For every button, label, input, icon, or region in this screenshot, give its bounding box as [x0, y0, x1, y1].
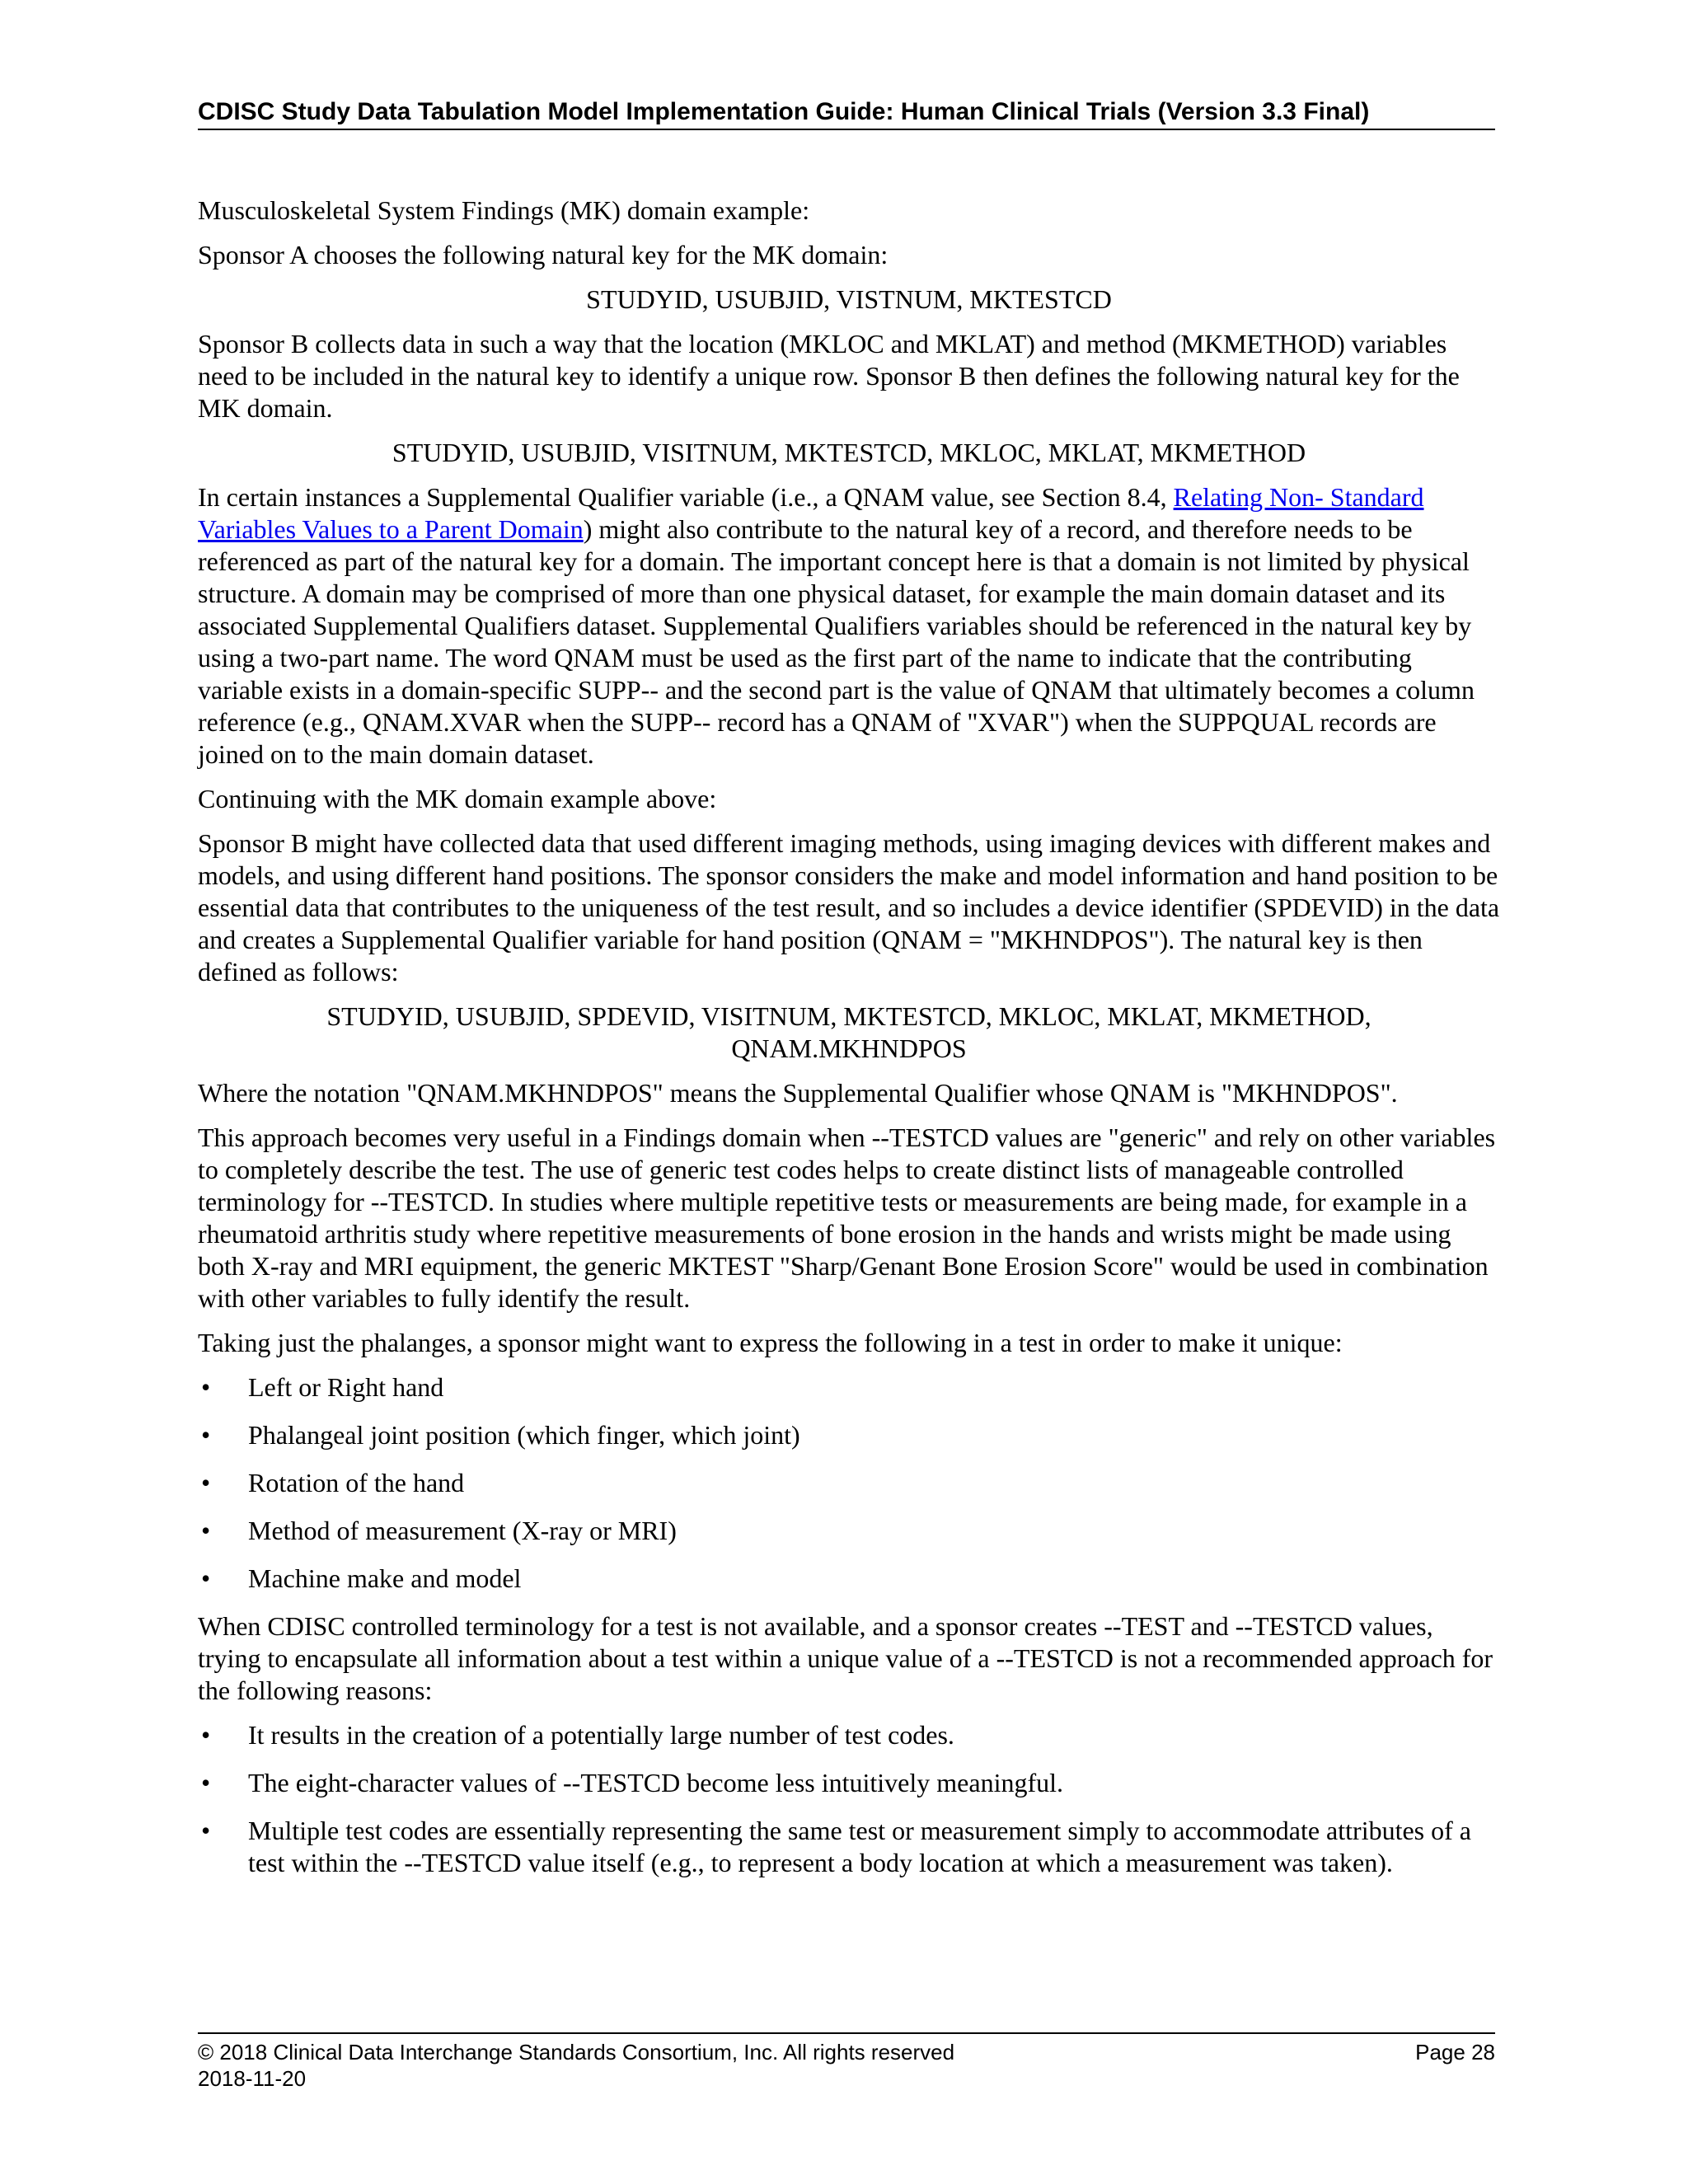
list-item-text: Method of measurement (X-ray or MRI) — [248, 1516, 677, 1545]
list-item-text: Rotation of the hand — [248, 1468, 465, 1497]
list-item-text: Left or Right hand — [248, 1372, 444, 1402]
paragraph-sponsor-b: Sponsor B collects data in such a way that the location (MKLOC and MKLAT) and method (MKMETHOD) variables need to be included in the natural key to identify a unique row. Sponsor B then defines the following natural key for the MK domain. — [198, 329, 1460, 423]
bullet-list-unique-attributes — [198, 1371, 1500, 1595]
section-link[interactable]: Relating Non- Standard Variables Values to a Parent Domain — [198, 482, 1424, 544]
footer-date: 2018-11-20 — [198, 2066, 307, 2091]
list-item — [198, 1719, 1500, 1751]
list-item — [198, 1767, 1500, 1799]
list-item — [198, 1563, 1500, 1595]
natural-key-b: STUDYID, USUBJID, VISITNUM, MKTESTCD, MKLOC, MKLAT, MKMETHOD — [392, 438, 1306, 467]
page-header: CDISC Study Data Tabulation Model Implementation Guide: Human Clinical Trials (Version 3.3 Final) — [198, 96, 1495, 130]
bullet-icon: • — [201, 1720, 211, 1750]
paragraph-controlled-terminology: When CDISC controlled terminology for a test is not available, and a sponsor creates --TEST and --TESTCD values, trying to encapsulate all information about a test within a unique value of a --TESTCD is not a recommended approach for the following reasons: — [198, 1611, 1493, 1705]
bullet-icon: • — [201, 1816, 211, 1845]
bullet-icon: • — [201, 1563, 211, 1593]
bullet-icon: • — [201, 1372, 211, 1402]
footer-copyright: © 2018 Clinical Data Interchange Standards Consortium, Inc. All rights reserved — [198, 2040, 955, 2064]
list-item — [198, 1515, 1500, 1547]
page-footer — [198, 2032, 1495, 2092]
paragraph-sponsor-b-imaging: Sponsor B might have collected data that used different imaging methods, using imaging devices with different makes and models, and using different hand positions. The sponsor considers the make and model information and hand position to be essential data that contributes to the uniqueness of the test result, and so includes a device identifier (SPDEVID) in the data and creates a Supplemental Qualifier variable for hand position (QNAM = "MKHNDPOS"). The natural key is then defined as follows: — [198, 828, 1500, 987]
bullet-icon: • — [201, 1468, 211, 1497]
list-item-text: It results in the creation of a potentially large number of test codes. — [248, 1720, 954, 1750]
natural-key-a: STUDYID, USUBJID, VISTNUM, MKTESTCD — [586, 284, 1112, 314]
paragraph-text-after-link: ) might also contribute to the natural key of a record, and therefore needs to be referenced as part of the natural key for a domain. The important concept here is that a domain is not limited by physical structure. A domain may be comprised of more than one physical dataset, for example the main domain dataset and its associated Supplemental Qualifiers dataset. Supplemental Qualifiers variables should be referenced in the natural key by using a two-part name. The word QNAM must be used as the first part of the name to indicate that the contributing variable exists in a domain-specific SUPP-- and the second part is the value of QNAM that ultimately becomes a column reference (e.g., QNAM.XVAR when the SUPP-- record has a QNAM of "XVAR") when the SUPPQUAL records are joined on to the main domain dataset. — [198, 514, 1475, 769]
list-item — [198, 1467, 1500, 1499]
paragraph-intro: Musculoskeletal System Findings (MK) domain example: — [198, 195, 810, 225]
paragraph-findings-approach: This approach becomes very useful in a Findings domain when --TESTCD values are "generic" and rely on other variables to completely describe the test. The use of generic test codes helps to create distinct lists of manageable controlled terminology for --TESTCD. In studies where multiple repetitive tests or measurements are being made, for example in a rheumatoid arthritis study where repetitive measurements of bone erosion in the hands and wrists might be made using both X-ray and MRI equipment, the generic MKTEST "Sharp/Genant Bone Erosion Score" would be used in combination with other variables to fully identify the result. — [198, 1122, 1496, 1313]
list-item-text: The eight-character values of --TESTCD become less intuitively meaningful. — [248, 1768, 1063, 1797]
bullet-icon: • — [201, 1768, 211, 1797]
list-item — [198, 1371, 1500, 1404]
list-item — [198, 1419, 1500, 1451]
list-item — [198, 1815, 1500, 1879]
document-body — [198, 194, 1500, 1895]
footer-page-number: Page 28 — [1415, 2040, 1495, 2064]
paragraph-continuing: Continuing with the MK domain example above: — [198, 784, 717, 813]
bullet-icon: • — [201, 1516, 211, 1545]
list-item-text: Multiple test codes are essentially representing the same test or measurement simply to accommodate attributes of a test within the --TESTCD value itself (e.g., to represent a body location at which a measurement was taken). — [248, 1816, 1471, 1877]
list-item-text: Machine make and model — [248, 1563, 522, 1593]
natural-key-c-line2: QNAM.MKHNDPOS — [731, 1033, 967, 1063]
list-item-text: Phalangeal joint position (which finger, which joint) — [248, 1420, 800, 1450]
bullet-icon: • — [201, 1420, 211, 1450]
paragraph-notation: Where the notation "QNAM.MKHNDPOS" means the Supplemental Qualifier whose QNAM is "MKHNDPOS". — [198, 1078, 1398, 1108]
paragraph-sponsor-a: Sponsor A chooses the following natural key for the MK domain: — [198, 240, 889, 269]
paragraph-text-before-link: In certain instances a Supplemental Qualifier variable (i.e., a QNAM value, see Section 8.4, — [198, 482, 1174, 512]
bullet-list-reasons — [198, 1719, 1500, 1879]
natural-key-c — [198, 1001, 1500, 1065]
paragraph-phalanges: Taking just the phalanges, a sponsor might want to express the following in a test in order to make it unique: — [198, 1328, 1343, 1357]
natural-key-c-line1: STUDYID, USUBJID, SPDEVID, VISITNUM, MKTESTCD, MKLOC, MKLAT, MKMETHOD, — [326, 1001, 1372, 1031]
paragraph-supplemental-qualifier — [198, 481, 1500, 771]
